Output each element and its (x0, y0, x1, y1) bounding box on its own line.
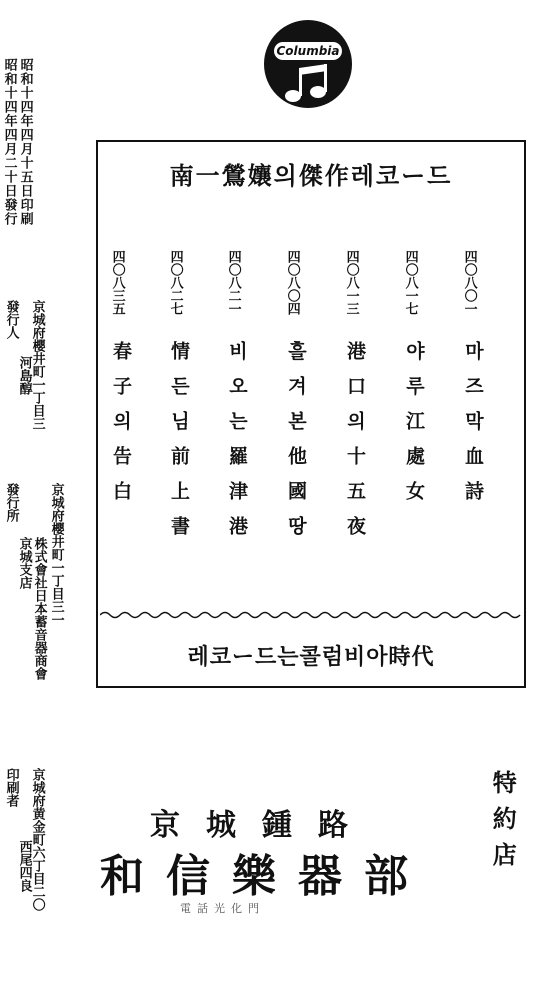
shop-address: 京城鍾路 (150, 808, 374, 843)
logo-text: Columbia (274, 42, 342, 60)
panel-footer-slogan: 레코ー드는콜럼비아時代 (187, 644, 435, 670)
printed-date: 昭和十四年四月十五日印刷 (17, 58, 33, 226)
office-company-name: 株式會社日本蓄音器商會 (31, 537, 47, 680)
record-number: 四〇八〇一 (461, 250, 477, 315)
record-title: 港口의十五夜 (343, 341, 366, 551)
printer-name: 西尾四良 (16, 840, 32, 892)
shop-subline: 電話光化門 (180, 902, 265, 915)
record-title: 情든님前上書 (167, 341, 190, 551)
record-title: 마즈막血詩 (461, 341, 484, 516)
record-title: 비오는羅津港 (225, 341, 248, 551)
record-title: 야루江處女 (402, 341, 425, 516)
office-branch-name: 京城支店 (16, 537, 32, 589)
record-list-panel (96, 140, 526, 688)
printer-address: 京城府黄金町六丁目二〇 (29, 768, 45, 911)
record-number: 四〇八二七 (167, 250, 183, 315)
panel-title: 南一鶯孃의傑作레코ー드 (169, 161, 453, 190)
record-title: 흘겨본他國땅 (284, 341, 307, 551)
record-number: 四〇八一七 (402, 250, 418, 315)
office-role: 發行所 (3, 483, 19, 522)
publisher-role: 發行人 (3, 300, 19, 339)
printer-role: 印刷者 (3, 768, 19, 807)
columbia-logo (264, 20, 352, 108)
record-item (226, 250, 256, 551)
issued-date: 昭和十四年四月二十日發行 (1, 58, 17, 226)
record-number: 四〇八二一 (225, 250, 241, 315)
record-title: 春子의告白 (109, 341, 132, 516)
publisher-name: 河島醇 (16, 356, 32, 395)
record-item (462, 250, 492, 516)
shop-name: 和信樂器部 (100, 851, 430, 902)
record-number: 四〇八三五 (109, 250, 125, 315)
record-item (344, 250, 374, 551)
record-item (110, 250, 140, 516)
record-number: 四〇八一三 (343, 250, 359, 315)
record-item (168, 250, 198, 551)
office-address: 京城府櫻井町一丁目三一 (48, 483, 64, 626)
wavy-divider (100, 610, 522, 620)
shop-label: 特約店 (488, 770, 518, 878)
record-item (403, 250, 433, 516)
record-number: 四〇八〇四 (284, 250, 300, 315)
record-item (285, 250, 315, 551)
music-note-icon (278, 62, 338, 106)
publisher-address: 京城府櫻井町一丁目三 (29, 300, 45, 430)
